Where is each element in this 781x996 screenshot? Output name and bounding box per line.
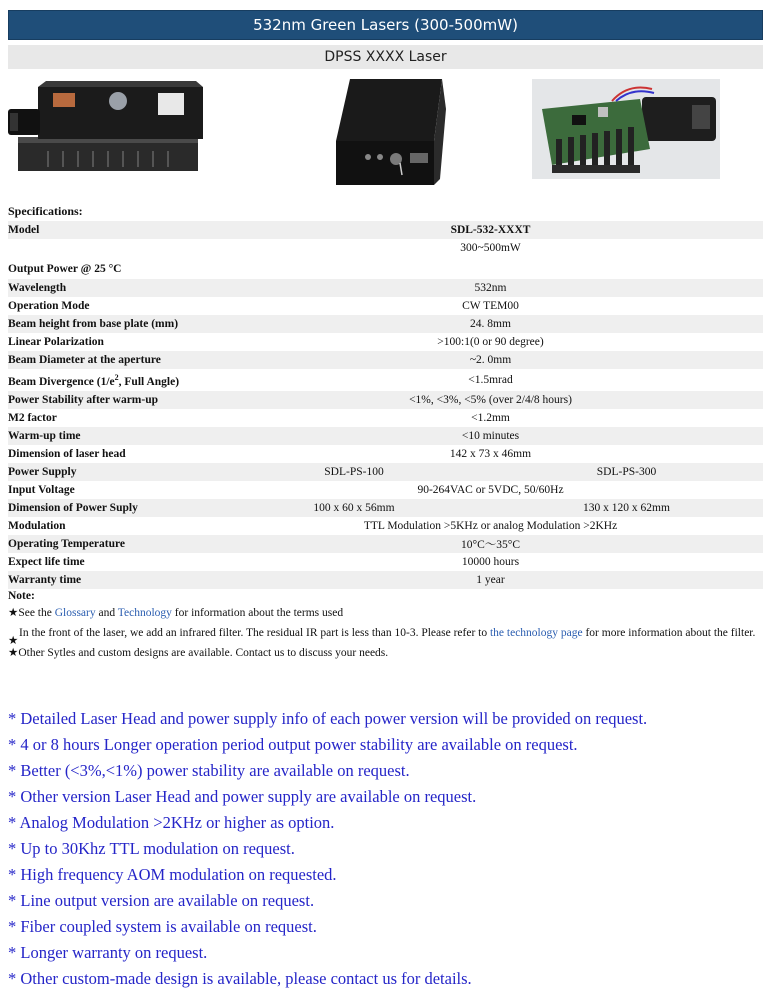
technology-page-link[interactable]: the technology page [489, 627, 583, 639]
power-supply-box-photo [330, 79, 450, 189]
spec-label: Beam height from base plate (mm) [8, 315, 218, 333]
spec-label: Output Power @ 25 °C [8, 263, 122, 275]
spec-label [8, 369, 218, 391]
list-item: * Line output version are available on request. [8, 891, 315, 910]
table-row [8, 351, 763, 369]
star-icon: ★ [8, 607, 19, 619]
table-row [8, 553, 763, 571]
spec-value: SDL-532-XXXT [218, 221, 763, 239]
spec-label: Model [8, 221, 218, 239]
list-item: * High frequency AOM modulation on requested. [8, 865, 337, 884]
spec-value: 300~500mW [460, 242, 521, 254]
spec-label: Modulation [8, 520, 66, 532]
spec-label: Dimension of laser head [8, 448, 126, 460]
spec-value: SDL-PS-300 [490, 463, 763, 481]
list-item: * Up to 30Khz TTL modulation on request. [8, 839, 295, 858]
spec-value: CW TEM00 [462, 300, 519, 312]
spec-value: TTL Modulation >5KHz or analog Modulation >2KHz [363, 520, 618, 532]
spec-label: Input Voltage [8, 484, 75, 496]
notes-section [8, 590, 763, 665]
list-item: * 4 or 8 hours Longer operation period output power stability are available on request. [8, 735, 578, 754]
table-row [8, 333, 763, 351]
star-icon: ★ [8, 635, 19, 647]
list-item: * Analog Modulation >2KHz or higher as option. [8, 813, 335, 832]
technology-link[interactable]: Technology [117, 607, 172, 619]
spec-value: 10000 hours [461, 556, 520, 568]
spec-value: 1 year [218, 571, 763, 589]
spec-label: Linear Polarization [8, 336, 104, 348]
spec-label: Operation Mode [8, 300, 90, 312]
spec-label: Wavelength [8, 279, 218, 297]
note-item [8, 625, 763, 647]
table-row [8, 315, 763, 333]
spec-label: Operating Temperature [8, 535, 218, 553]
list-item: * Fiber coupled system is available on request. [8, 917, 317, 936]
spec-label: Power Supply [8, 463, 218, 481]
table-row [8, 239, 763, 279]
product-photos [8, 69, 763, 189]
table-row [8, 279, 763, 297]
list-item: * Detailed Laser Head and power supply info of each power version will be provided on request. [8, 709, 648, 728]
star-icon: ★ [8, 647, 19, 659]
table-row [8, 499, 763, 517]
note-item [8, 645, 763, 662]
note-item [8, 605, 763, 622]
spec-value: 130 x 120 x 62mm [490, 499, 763, 517]
note-text: for information about the terms used [171, 607, 344, 619]
spec-value: >100:1(0 or 90 degree) [437, 336, 544, 348]
specifications-table [8, 221, 763, 589]
table-row [8, 409, 763, 427]
laser-head-photo [8, 79, 208, 179]
table-row [8, 463, 763, 481]
spec-label: Dimension of Power Suply [8, 499, 218, 517]
note-text: Other Sytles and custom designs are available. Contact us to discuss your needs. [18, 647, 389, 659]
note-text: for more information about the filter. [582, 627, 756, 639]
spec-label: M2 factor [8, 412, 57, 424]
table-row [8, 571, 763, 589]
list-item: * Better (<3%,<1%) power stability are available on request. [8, 761, 410, 780]
spec-value: 100 x 60 x 56mm [218, 499, 490, 517]
spec-value: <1.5mrad [468, 374, 513, 386]
note-text: In the front of the laser, we add an infrared filter. The residual IR part is less than 10-3. Please refer to [19, 627, 490, 639]
table-row [8, 481, 763, 499]
specifications-heading: Specifications: [8, 204, 83, 218]
spec-label-superscript: 2 [114, 372, 119, 382]
table-row [8, 369, 763, 391]
table-row [8, 517, 763, 535]
spec-label: Warranty time [8, 571, 218, 589]
driver-board-photo [532, 79, 720, 179]
spec-label-part: Beam Divergence (1/e [8, 375, 115, 388]
spec-label: Expect life time [8, 556, 85, 568]
spec-value: ~2. 0mm [218, 351, 763, 369]
spec-label-part: , Full Angle) [118, 375, 180, 388]
spec-value: 24. 8mm [218, 315, 763, 333]
spec-label: Beam Diameter at the aperture [8, 351, 218, 369]
list-item: * Other version Laser Head and power supply are available on request. [8, 787, 477, 806]
table-row [8, 221, 763, 239]
spec-label: Power Stability after warm-up [8, 391, 218, 409]
spec-value: SDL-PS-100 [218, 463, 490, 481]
table-row [8, 427, 763, 445]
spec-value: 90-264VAC or 5VDC, 50/60Hz [417, 484, 564, 496]
list-item: * Longer warranty on request. [8, 943, 208, 962]
spec-value: 10°C～35°C [218, 535, 763, 553]
spec-value: <1.2mm [471, 412, 510, 424]
note-text: and [95, 607, 118, 619]
page-subtitle: DPSS XXXX Laser [8, 45, 763, 69]
spec-value: <1%, <3%, <5% (over 2/4/8 hours) [218, 391, 763, 409]
spec-value: <10 minutes [218, 427, 763, 445]
spec-label: Warm-up time [8, 427, 218, 445]
table-row [8, 535, 763, 553]
table-row [8, 297, 763, 315]
page-title: 532nm Green Lasers (300-500mW) [8, 10, 763, 40]
glossary-link[interactable]: Glossary [54, 607, 96, 619]
table-row [8, 391, 763, 409]
table-row [8, 445, 763, 463]
list-item: * Other custom-made design is available, please contact us for details. [8, 969, 472, 988]
note-text: See the [18, 607, 55, 619]
spec-value: 532nm [218, 279, 763, 297]
notes-heading: Note: [8, 590, 35, 602]
on-request-list [8, 706, 768, 992]
spec-value: 142 x 73 x 46mm [449, 448, 532, 460]
